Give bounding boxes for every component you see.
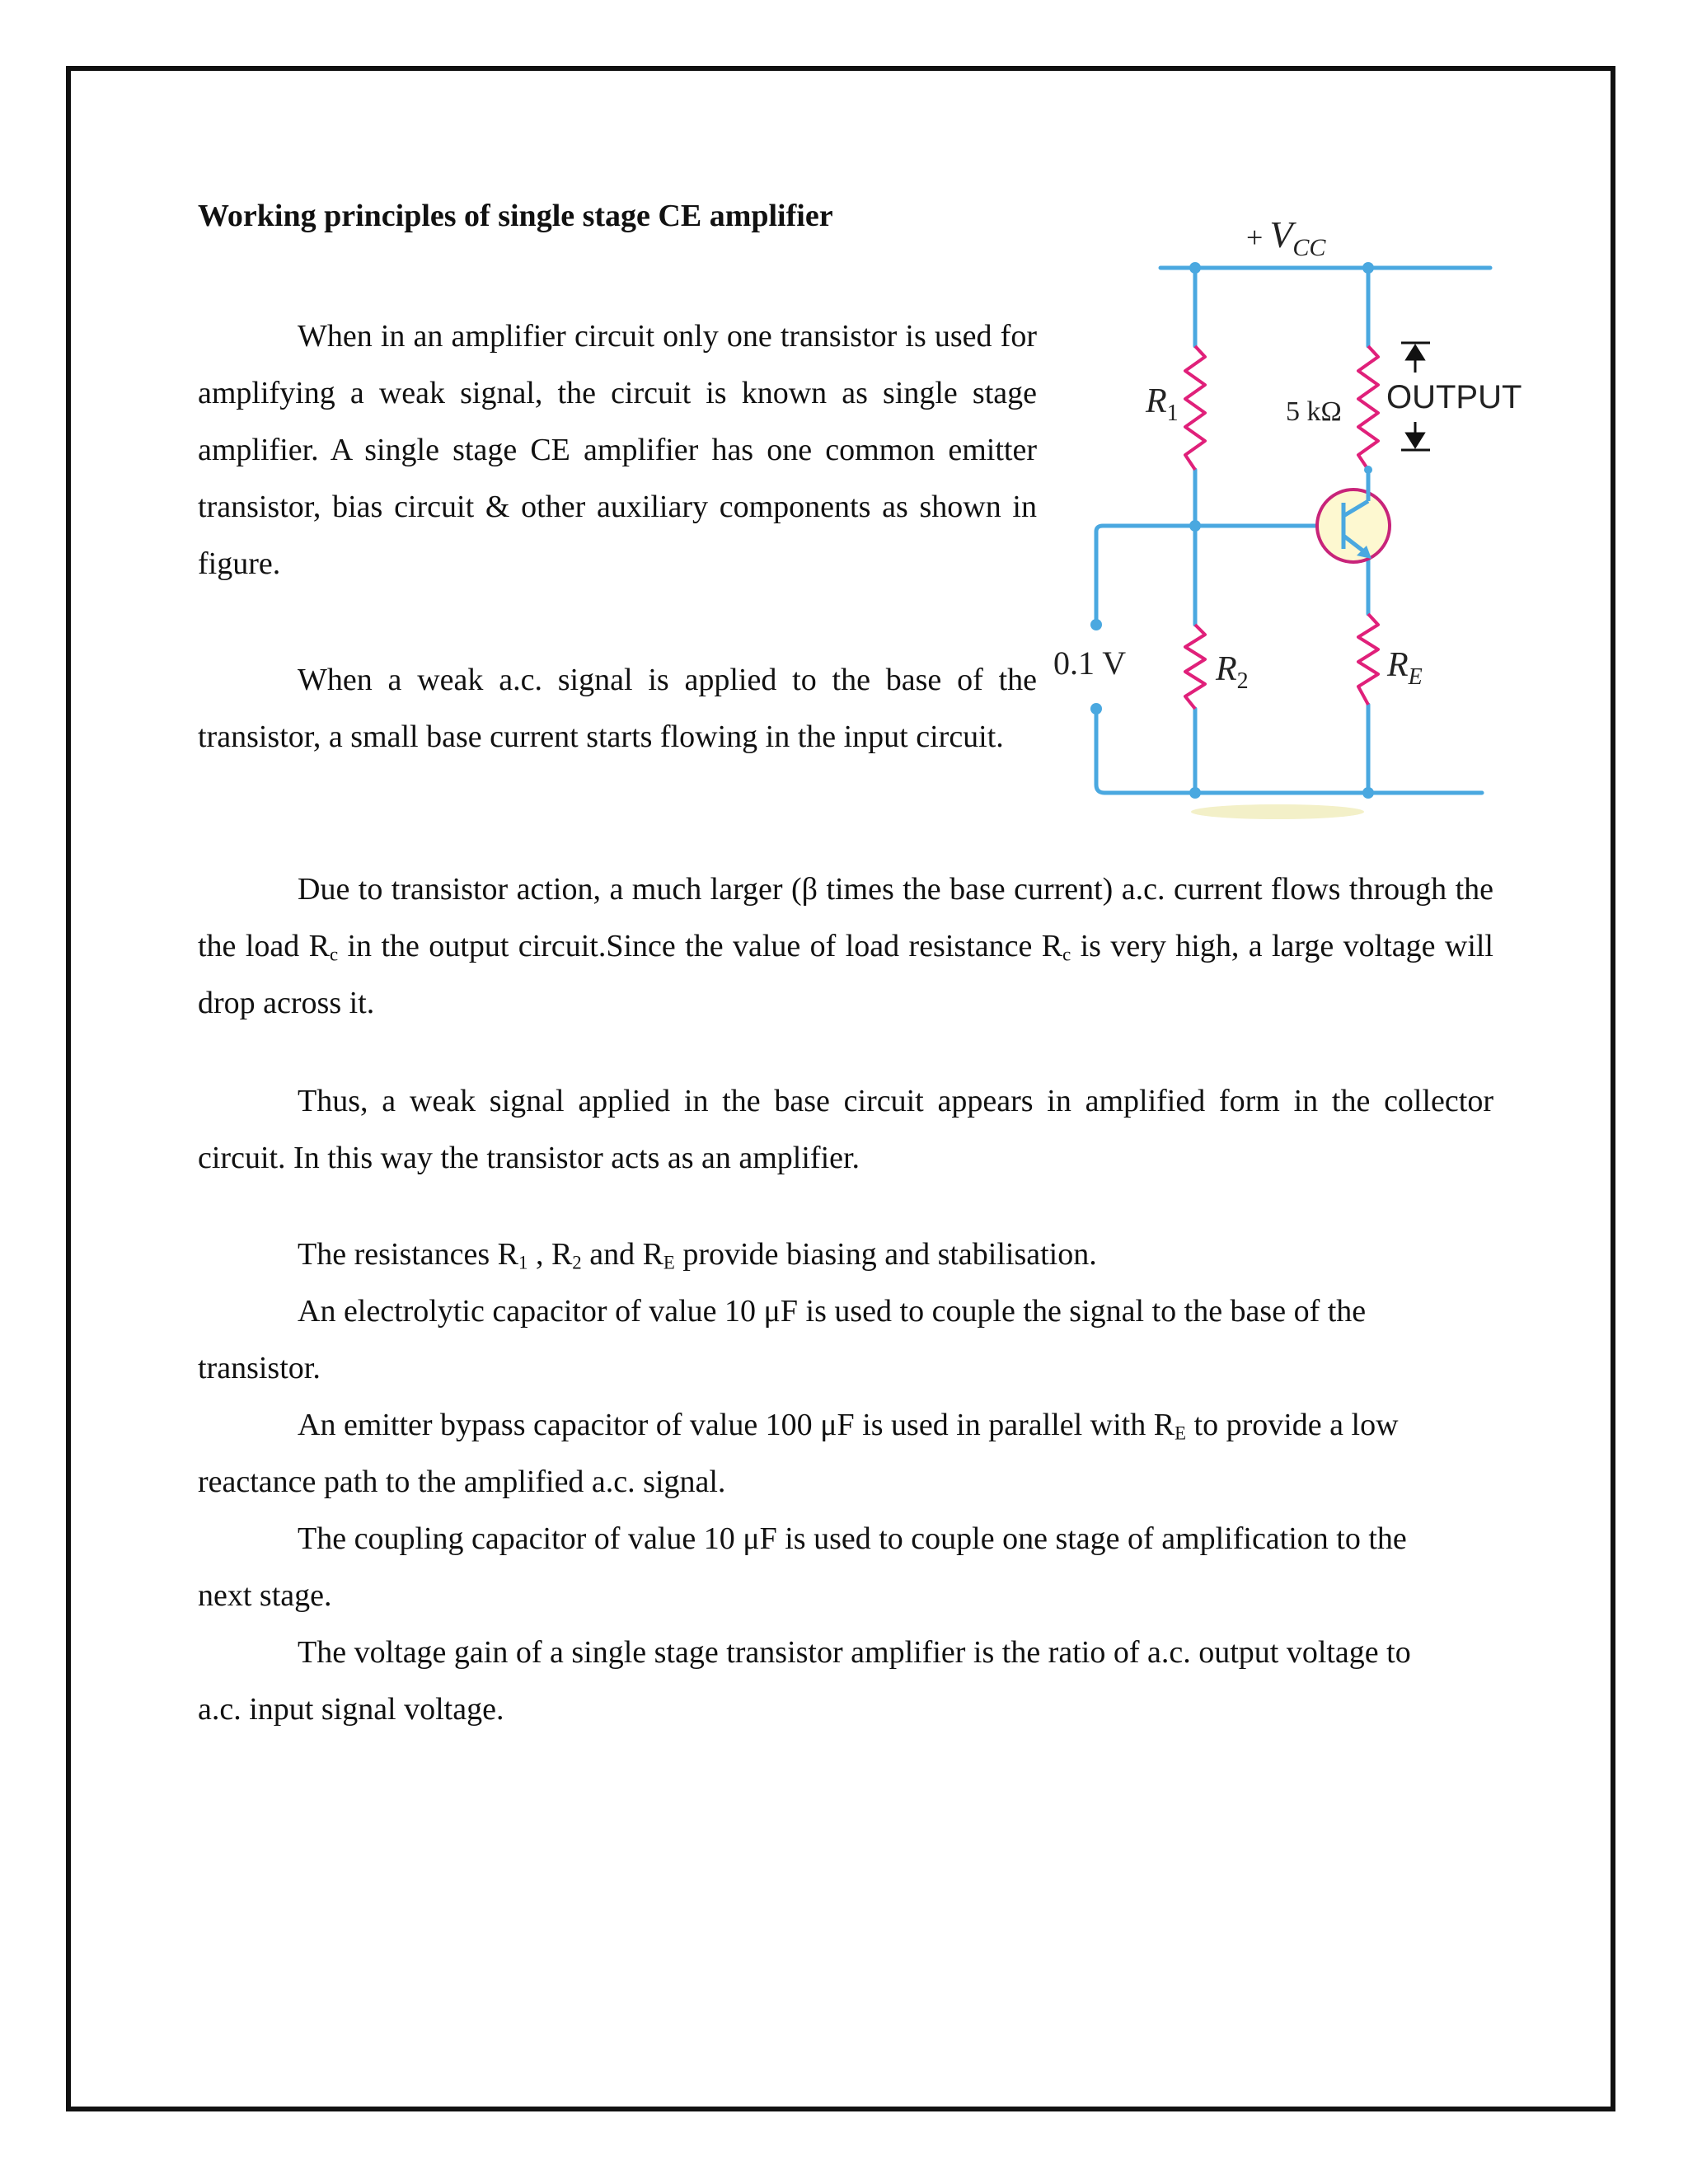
re-resistor [1358,614,1378,705]
page-title: Working principles of single stage CE amplifier [198,199,833,233]
line-bypass-capacitor-cont: reactance path to the amplified a.c. signal. [198,1465,726,1499]
line-voltage-gain: The voltage gain of a single stage transistor amplifier is the ratio of a.c. output voltage to [298,1635,1411,1670]
line-electrolytic-capacitor: An electrolytic capacitor of value 10 μF is used to couple the signal to the base of the [298,1294,1367,1329]
paragraph-weak-signal: When a weak a.c. signal is applied to the base of the transistor, a small base current starts flowing in the input circuit. [198,663,1037,754]
ground-shadow [1191,804,1364,819]
rc-value-label: 5 kΩ [1286,396,1342,427]
junction-base [1189,520,1201,532]
line-voltage-gain-cont: a.c. input signal voltage. [198,1692,504,1727]
line-coupling-capacitor: The coupling capacitor of value 10 μF is used to couple one stage of amplification to the [298,1521,1407,1556]
line-bypass-capacitor: An emitter bypass capacitor of value 100 μF is used in parallel with $R_E$ to provide a low [298,1408,1399,1444]
junction-ground-left [1189,787,1201,799]
junction-ground-right [1362,787,1374,799]
input-terminal-bottom [1090,703,1102,715]
line-electrolytic-capacitor-cont: transistor. [198,1351,321,1385]
r2-label: $R_2$ [1216,650,1249,694]
rc-resistor [1358,346,1378,470]
paragraph-amplified-form: Thus, a weak signal applied in the base circuit appears in amplified form in the collector circuit. In this way the transistor acts as an amplifier. [198,1084,1493,1175]
input-voltage-label: 0.1 V [1053,644,1127,682]
npn-transistor [1317,490,1390,562]
r1-resistor [1185,346,1205,470]
r2-resistor [1185,625,1205,709]
ce-amplifier-circuit-diagram [1053,206,1525,824]
output-label: OUTPUT [1386,379,1522,415]
vcc-label: + $V_{CC}$ [1246,213,1326,261]
input-terminal-top [1090,619,1102,630]
junction-vcc-left [1189,262,1201,274]
line-coupling-capacitor-cont: next stage. [198,1578,332,1613]
r1-label: $R_1$ [1146,382,1179,426]
junction-vcc-right [1362,262,1374,274]
line-resistances: The resistances $R_1$ , $R_2$ and $R_E$ provide biasing and stabilisation. [298,1237,1097,1273]
input-return-wire [1096,709,1482,793]
transistor-circle [1317,490,1390,562]
paragraph-transistor-action: Due to transistor action, a much larger (β times the base current) a.c. current flows through the the load $R_c$ in the output circuit.Since the value of load resistance $R_c$ is very high, a large voltage will drop across it. [198,872,1493,1020]
re-label: $R_E$ [1387,646,1423,690]
collector-node [1364,466,1372,474]
paragraph-intro: When in an amplifier circuit only one transistor is used for amplifying a weak signal, the circuit is known as single stage amplifier. A single stage CE amplifier has one common emitter transistor, bias circuit & other auxiliary components as shown in figure. [198,319,1037,581]
base-wire [1096,526,1343,625]
